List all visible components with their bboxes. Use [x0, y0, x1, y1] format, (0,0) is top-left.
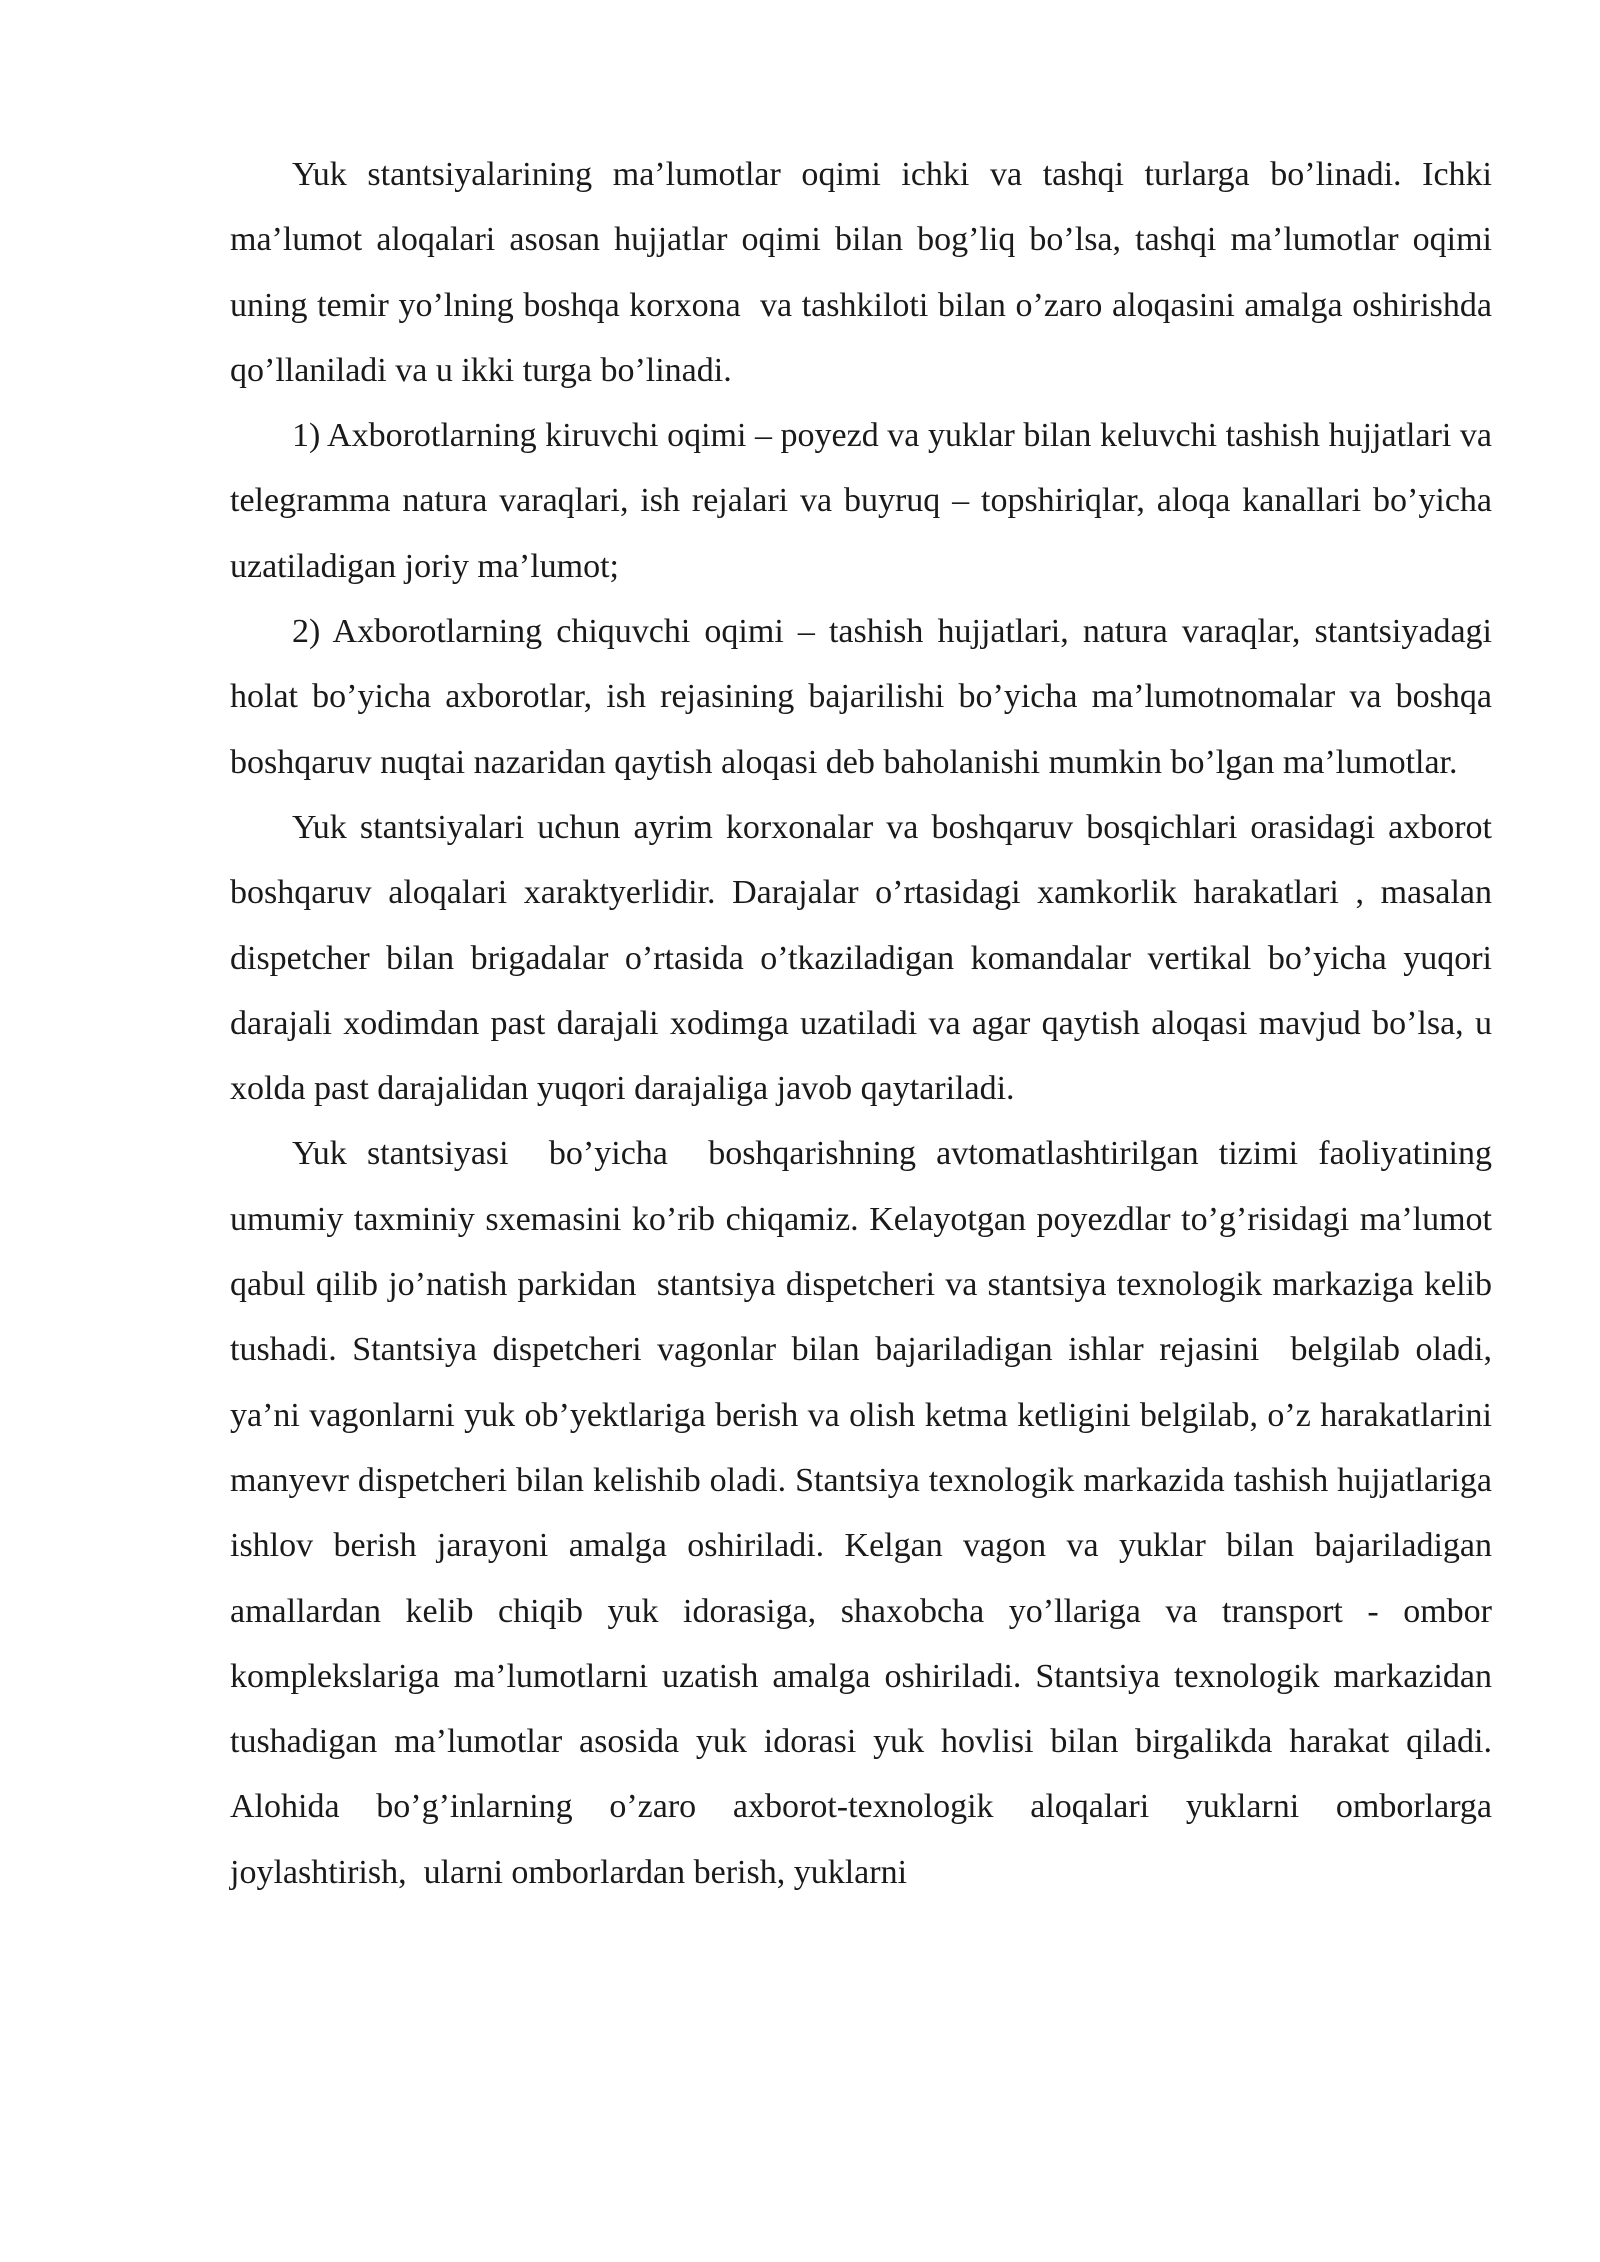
paragraph-freight-data-flows: Yuk stantsiyalarining ma’lumotlar oqimi ichki va tashqi turlarga bo’linadi. Ichki ma’lumot aloqalari asosan hujjatlar oqimi bilan bog’liq bo’lsa, tashqi ma’lumotlar oqimi uning temir yo’lning boshqa korxona va tashkiloti bilan o’zaro aloqasini amalga oshirishda qo’llaniladi va u ikki turga bo’linadi. [230, 156, 1509, 389]
paragraph-automated-system: Yuk stantsiyasi bo’yicha boshqarishning avtomatlashtirilgan tizimi faoliyatining umumiy taxminiy sxemasini ko’rib chiqamiz. Kelayotgan poyezdlar to’g’risidagi ma’lumot qabul qilib jo’natish parkidan stantsiya dispetcheri va stantsiya texnologik markaziga kelib tushadi. Stantsiya dispetcheri vagonlar bilan bajariladigan ishlar rejasini belgilab oladi, ya’ni vagonlarni yuk ob’yektlariga berish va olish ketma ketligini belgilab, o’z harakatlarini manyevr dispetcheri bilan kelishib oladi. Stantsiya texnologik markazida tashish hujjatlariga ishlov berish jarayoni amalga oshiriladi. Kelgan vagon va yuklar bilan bajariladigan amallardan kelib chiqib yuk idorasiga, shaxobcha yo’llariga va transport - ombor komplekslariga ma’lumotlarni uzatish amalga oshiriladi. Stantsiya texnologik markazidan tushadigan ma’lumotlar asosida yuk idorasi yuk hovlisi bilan birgalikda harakat qiladi. Alohida bo’g’inlarning o’zaro axborot-texnologik aloqalari yuklarni omborlarga joylashtirish, ularni omborlardan berish, yuklarni [230, 1135, 1509, 1891]
paragraph-management-links: Yuk stantsiyalari uchun ayrim korxonalar va boshqaruv bosqichlari orasidagi axborot boshqaruv aloqalari xaraktyerlidir. Darajalar o’rtasidagi xamkorlik harakatlari , masalan dispetcher bilan brigadalar o’rtasida o’tkaziladigan komandalar vertikal bo’yicha yuqori darajali xodimdan past darajali xodimga uzatiladi va agar qaytish aloqasi mavjud bo’lsa, u xolda past darajalidan yuqori darajaliga javob qaytariladi. [230, 808, 1501, 1108]
document-body [230, 142, 1509, 1905]
paragraph-outgoing-flow: 2) Axborotlarning chiquvchi oqimi – tashish hujjatlari, natura varaqlar, stantsiyadagi holat bo’yicha axborotlar, ish rejasining bajarilishi bo’yicha ma’lumotnomalar va boshqa boshqaruv nuqtai nazaridan qaytish aloqasi deb baholanishi mumkin bo’lgan ma’lumotlar. [230, 613, 1501, 781]
paragraph-incoming-flow: 1) Axborotlarning kiruvchi oqimi – poyezd va yuklar bilan keluvchi tashish hujjatlari va telegramma natura varaqlari, ish rejalari va buyruq – topshiriqlar, aloqa kanallari bo’yicha uzatiladigan joriy ma’lumot; [230, 417, 1501, 585]
